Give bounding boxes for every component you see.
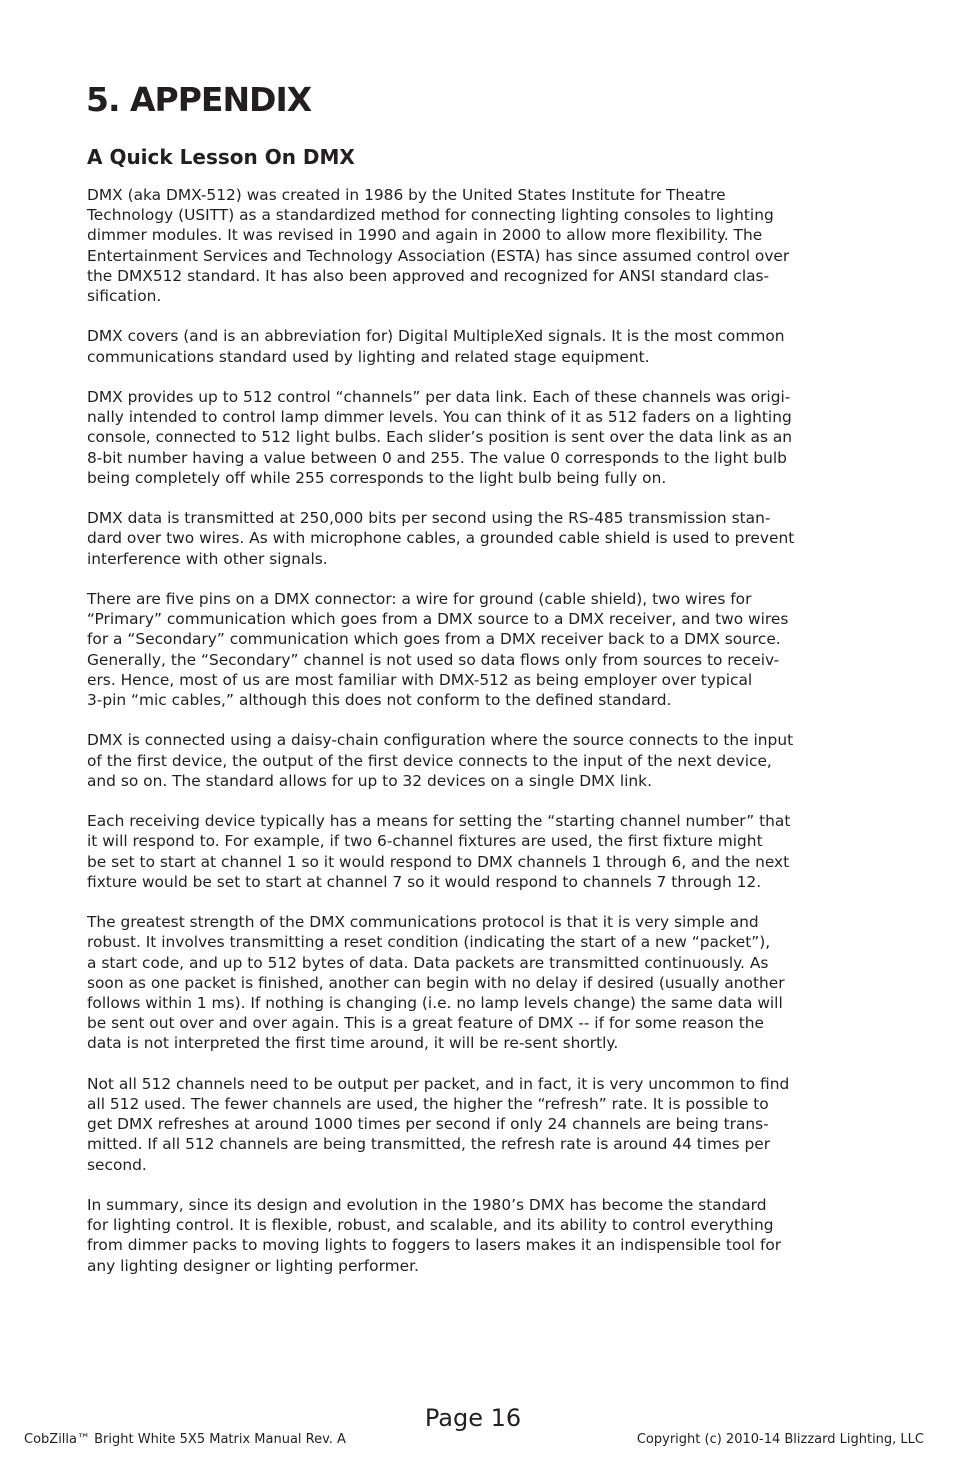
text-line: 8-bit number having a value between 0 and 255. The value 0 corresponds to the light bulb [87, 448, 787, 467]
text-line: dard over two wires. As with microphone cables, a grounded cable shield is used to prevent [87, 529, 795, 548]
text-line: interference with other signals. [87, 549, 328, 568]
text-line: DMX is connected using a daisy-chain configuration where the source connects to the input [87, 731, 794, 750]
footer-manual-title: CobZilla™ Bright White 5X5 Matrix Manual Rev. A [24, 1432, 346, 1447]
paragraph [87, 912, 887, 1053]
body-text [87, 185, 887, 1296]
paragraph [87, 811, 887, 892]
text-line: any lighting designer or lighting performer. [87, 1256, 419, 1275]
text-line: sification. [87, 287, 162, 306]
text-line: Each receiving device typically has a means for setting the “starting channel number” that [87, 812, 791, 831]
paragraph [87, 589, 887, 710]
text-line: mitted. If all 512 channels are being transmitted, the refresh rate is around 44 times per [87, 1135, 771, 1154]
text-line: nally intended to control lamp dimmer levels. You can think of it as 512 faders on a lighting [87, 408, 792, 427]
text-line: a start code, and up to 512 bytes of data. Data packets are transmitted continuously. As [87, 953, 769, 972]
footer-copyright: Copyright (c) 2010-14 Blizzard Lighting, LLC [636, 1432, 924, 1447]
text-line: fixture would be set to start at channel 7 so it would respond to channels 7 through 12. [87, 872, 762, 891]
text-line: for lighting control. It is flexible, robust, and scalable, and its ability to control everything [87, 1216, 774, 1235]
text-line: Entertainment Services and Technology Association (ESTA) has since assumed control over [87, 246, 790, 265]
text-line: console, connected to 512 light bulbs. Each slider’s position is sent over the data link as an [87, 428, 793, 447]
text-line: Not all 512 channels need to be output per packet, and in fact, it is very uncommon to find [87, 1074, 790, 1093]
text-line: it will respond to. For example, if two 6-channel fixtures are used, the first fixture might [87, 832, 763, 851]
text-line: from dimmer packs to moving lights to foggers to lasers makes it an indispensible tool for [87, 1236, 782, 1255]
text-line: for a “Secondary” communication which goes from a DMX receiver back to a DMX source. [87, 630, 781, 649]
paragraph [87, 185, 887, 306]
paragraph [87, 387, 887, 488]
text-line: be set to start at channel 1 so it would respond to DMX channels 1 through 6, and the next [87, 852, 790, 871]
text-line: The greatest strength of the DMX communications protocol is that it is very simple and [87, 913, 759, 932]
text-line: of the first device, the output of the first device connects to the input of the next device, [87, 751, 772, 770]
text-line: DMX data is transmitted at 250,000 bits per second using the RS-485 transmission stan- [87, 509, 771, 528]
text-line: Generally, the “Secondary” channel is not used so data flows only from sources to receiv- [87, 650, 780, 669]
text-line: DMX covers (and is an abbreviation for) Digital MultipleXed signals. It is the most common [87, 327, 785, 346]
text-line: soon as one packet is finished, another can begin with no delay if desired (usually another [87, 973, 785, 992]
text-line: get DMX refreshes at around 1000 times per second if only 24 channels are being trans- [87, 1115, 769, 1134]
section-title: A Quick Lesson On DMX [87, 145, 355, 169]
text-line: communications standard used by lighting and related stage equipment. [87, 347, 650, 366]
text-line: data is not interpreted the first time around, it will be re-sent shortly. [87, 1034, 619, 1053]
page-heading: 5. APPENDIX [86, 80, 312, 119]
paragraph [87, 730, 887, 791]
paragraph [87, 326, 887, 366]
text-line: In summary, since its design and evolution in the 1980’s DMX has become the standard [87, 1196, 767, 1215]
text-line: dimmer modules. It was revised in 1990 and again in 2000 to allow more flexibility. The [87, 226, 763, 245]
text-line: and so on. The standard allows for up to 32 devices on a single DMX link. [87, 771, 652, 790]
text-line: ers. Hence, most of us are most familiar with DMX-512 as being employer over typical [87, 670, 753, 689]
page-number: Page 16 [424, 1404, 522, 1432]
text-line: DMX provides up to 512 control “channels” per data link. Each of these channels was origi- [87, 388, 791, 406]
text-line: Technology (USITT) as a standardized method for connecting lighting consoles to lighting [87, 206, 774, 225]
text-line: There are five pins on a DMX connector: a wire for ground (cable shield), two wires for [87, 590, 752, 608]
text-line: being completely off while 255 corresponds to the light bulb being fully on. [87, 468, 667, 487]
text-line: “Primary” communication which goes from a DMX source to a DMX receiver, and two wires [87, 610, 789, 629]
paragraph [87, 1195, 887, 1276]
text-line: all 512 used. The fewer channels are used, the higher the “refresh” rate. It is possible to [87, 1095, 769, 1114]
paragraph [87, 1074, 887, 1175]
text-line: DMX (aka DMX-512) was created in 1986 by the United States Institute for Theatre [87, 186, 726, 204]
text-line: the DMX512 standard. It has also been approved and recognized for ANSI standard clas- [87, 266, 770, 285]
text-line: second. [87, 1155, 147, 1174]
text-line: robust. It involves transmitting a reset condition (indicating the start of a new “packet”), [87, 933, 771, 952]
text-line: be sent out over and over again. This is a great feature of DMX -- if for some reason the [87, 1014, 764, 1033]
text-line: follows within 1 ms). If nothing is changing (i.e. no lamp levels change) the same data will [87, 994, 783, 1013]
text-line: 3-pin “mic cables,” although this does not conform to the defined standard. [87, 691, 672, 710]
paragraph [87, 508, 887, 569]
